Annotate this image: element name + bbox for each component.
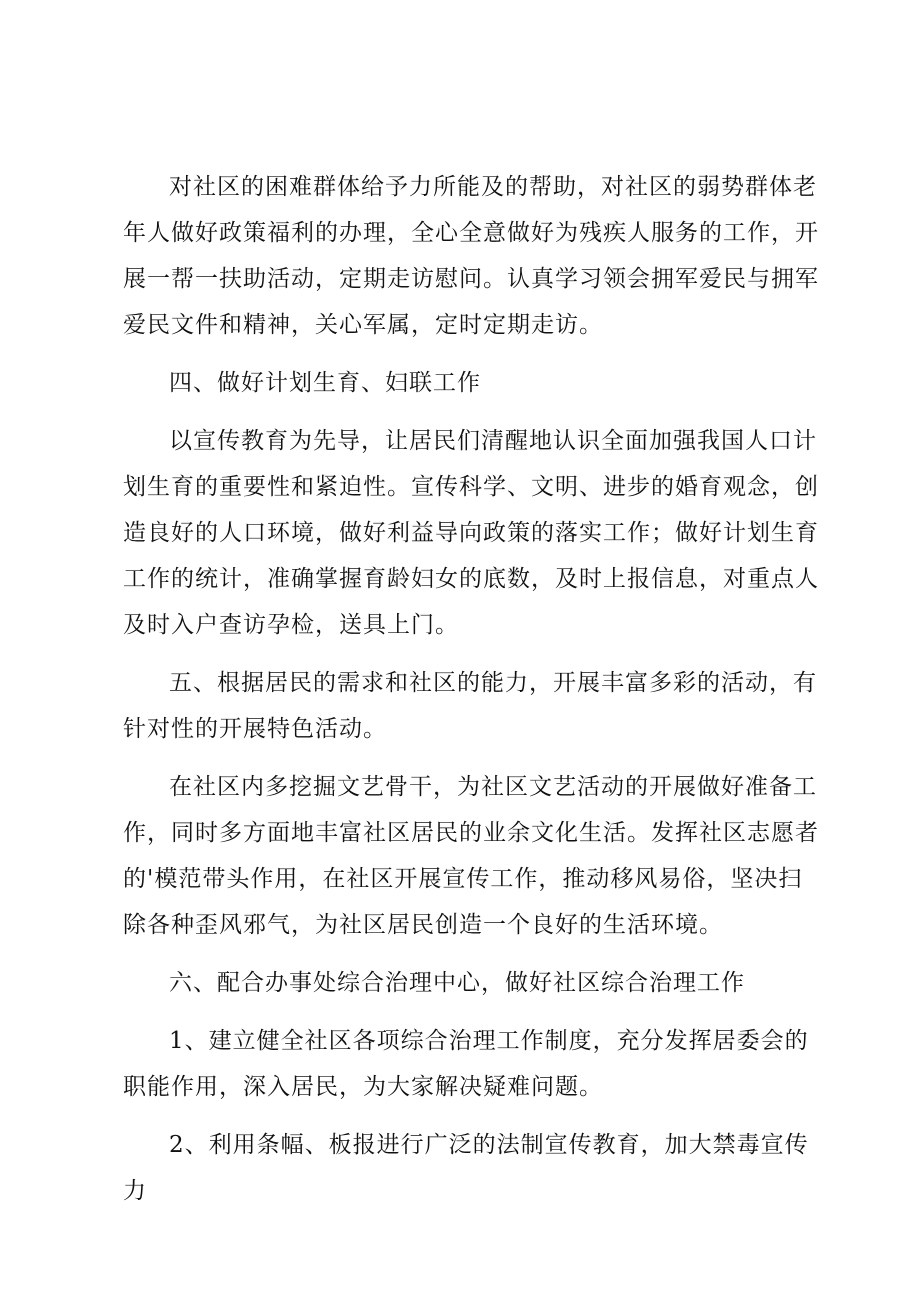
document-body [123,164,819,1226]
paragraph-disadvantaged-groups: 对社区的困难群体给予力所能及的帮助，对社区的弱势群体老年人做好政策福利的办理，全心全意做好为残疾人服务的工作，开展一帮一扶助活动，定期走访慰问。认真学习领会拥军爱民与拥军爱民文件和精神，关心军属，定时定期走访。 [123,174,819,338]
paragraph-arts-volunteers: 在社区内多挖掘文艺骨干，为社区文艺活动的开展做好准备工作，同时多方面地丰富社区居民的业余文化生活。发挥社区志愿者的'模范带头作用，在社区开展宣传工作，推动移风易俗，坚决扫除各种歪风邪气，为社区居民创造一个良好的生活环境。 [123,774,819,938]
section-heading-comprehensive-governance: 六、配合办事处综合治理中心，做好社区综合治理工作 [169,970,745,996]
paragraph-governance-system: 1、建立健全社区各项综合治理工作制度，充分发挥居委会的职能作用，深入居民，为大家解决疑难问题。 [123,1028,809,1100]
section-heading-family-planning: 四、做好计划生育、妇联工作 [169,370,481,396]
paragraph-family-planning-education: 以宣传教育为先导，让居民们清醒地认识全面加强我国人口计划生育的重要性和紧迫性。宣传科学、文明、进步的婚育观念，创造良好的人口环境，做好利益导向政策的落实工作；做好计划生育工作的统计，准确掌握育龄妇女的底数，及时上报信息，对重点人及时入户查访孕检，送具上门。 [123,428,819,638]
paragraph-legal-education: 2、利用条幅、板报进行广泛的法制宣传教育，加大禁毒宣传力 [123,1132,809,1204]
section-heading-community-activities: 五、根据居民的需求和社区的能力，开展丰富多彩的活动，有针对性的开展特色活动。 [123,670,817,742]
